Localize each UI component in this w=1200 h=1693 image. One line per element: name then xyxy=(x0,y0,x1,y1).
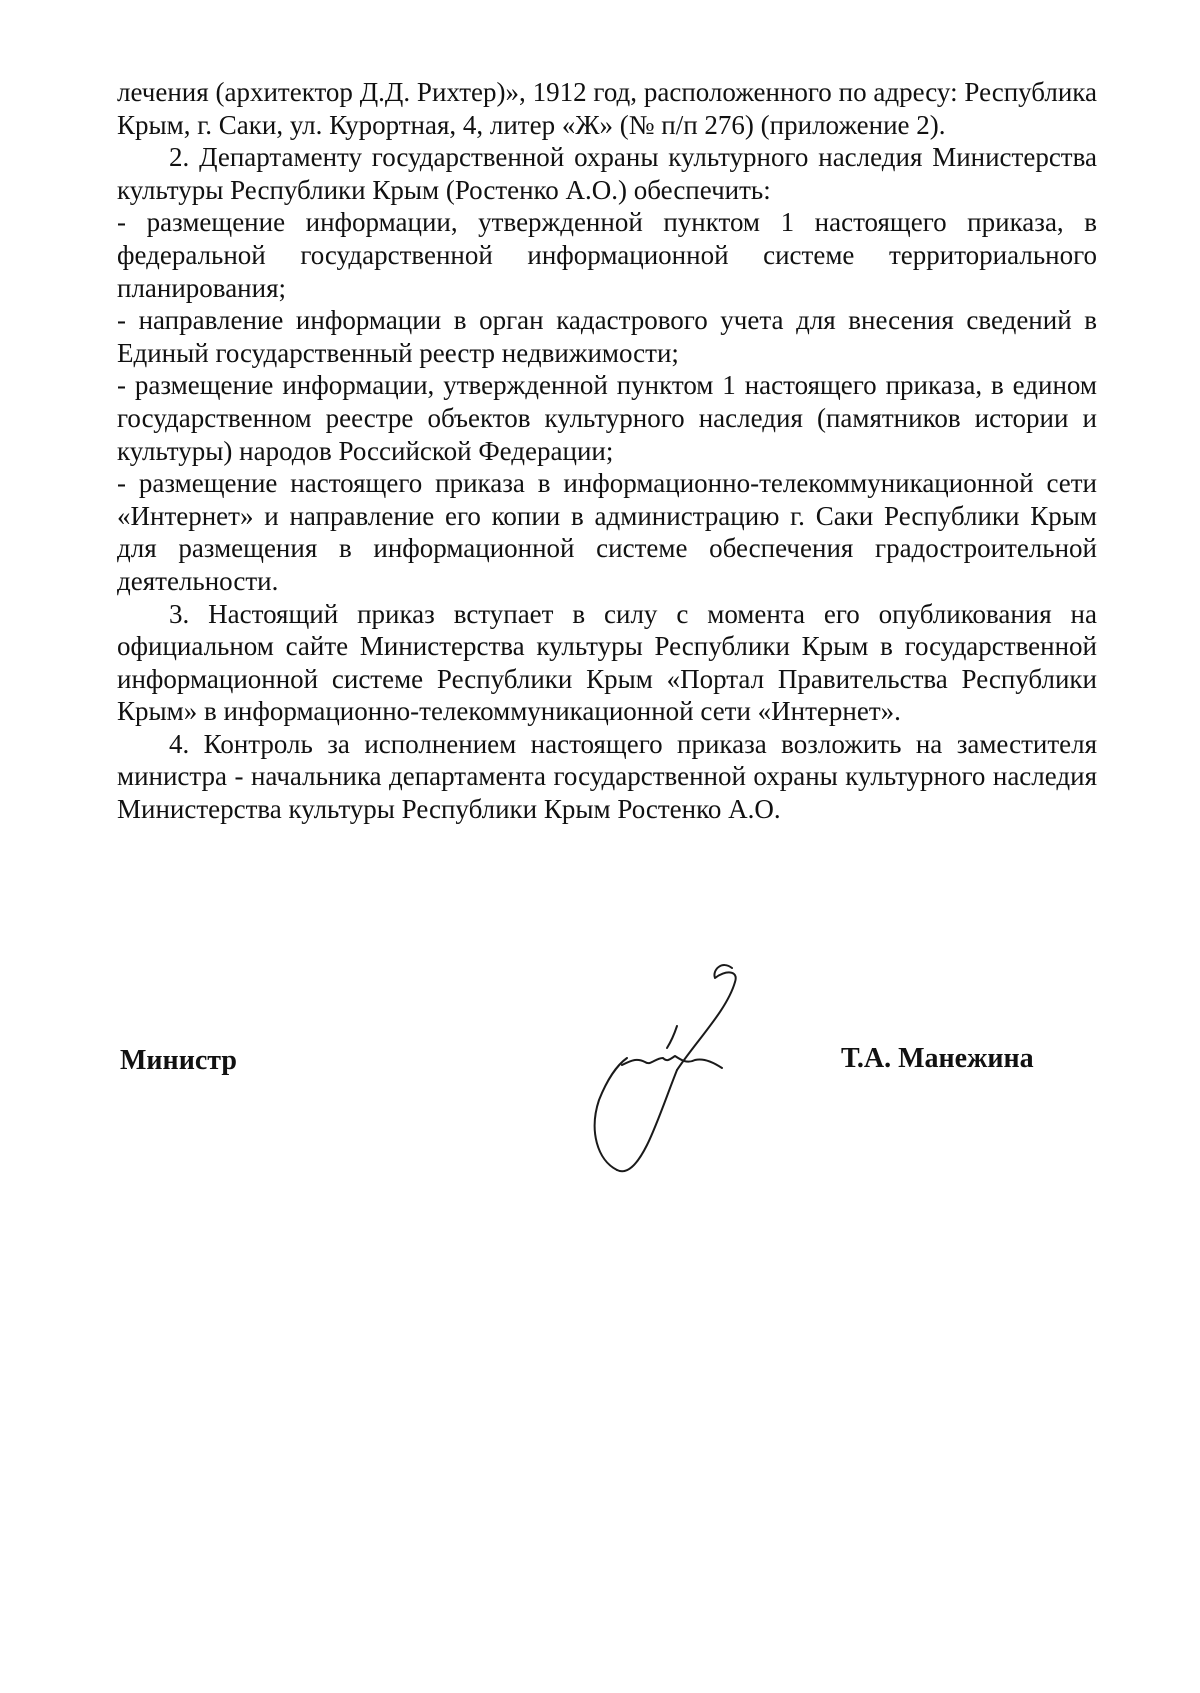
signature-block xyxy=(117,1030,1097,1190)
list-item: - размещение настоящего приказа в информационно-телекоммуникационной сети «Интернет» и направление его копии в администрацию г. Саки Республики Крым для размещения в информационной системе обеспечения градостроительной деятельности. xyxy=(117,468,1097,596)
signer-name: Т.А. Манежина xyxy=(841,1043,1034,1074)
list-item: - размещение информации, утвержденной пунктом 1 настоящего приказа, в федеральной государственной информационной системе территориального планирования; xyxy=(117,207,1097,303)
paragraph-address-continuation: лечения (архитектор Д.Д. Рихтер)», 1912 год, расположенного по адресу: Республика Крым, г. Саки, ул. Курортная, 4, литер «Ж» (№ п/п 276) (приложение 2). xyxy=(117,77,1097,140)
list-item: - направление информации в орган кадастрового учета для внесения сведений в Единый государственный реестр недвижимости; xyxy=(117,305,1097,368)
paragraph-item-3: 3. Настоящий приказ вступает в силу с момента его опубликования на официальном сайте Министерства культуры Республики Крым в государственной информационной системе Республики Крым «Портал Правительства Республики Крым» в информационно-телекоммуникационной сети «Интернет». xyxy=(117,598,1097,727)
paragraph-item-4: 4. Контроль за исполнением настоящего приказа возложить на заместителя министра - начальника департамента государственной охраны культурного наследия Министерства культуры Республики Крым Ростенко А.О. xyxy=(117,728,1097,825)
handwritten-signature xyxy=(517,930,817,1200)
list-item: - размещение информации, утвержденной пунктом 1 настоящего приказа, в едином государственном реестре объектов культурного наследия (памятников истории и культуры) народов Российской Федерации; xyxy=(117,370,1097,466)
document-body xyxy=(117,76,1097,826)
paragraph-item-2: 2. Департаменту государственной охраны культурного наследия Министерства культуры Республики Крым (Ростенко А.О.) обеспечить: xyxy=(117,142,1097,205)
signer-title: Министр xyxy=(120,1045,237,1076)
